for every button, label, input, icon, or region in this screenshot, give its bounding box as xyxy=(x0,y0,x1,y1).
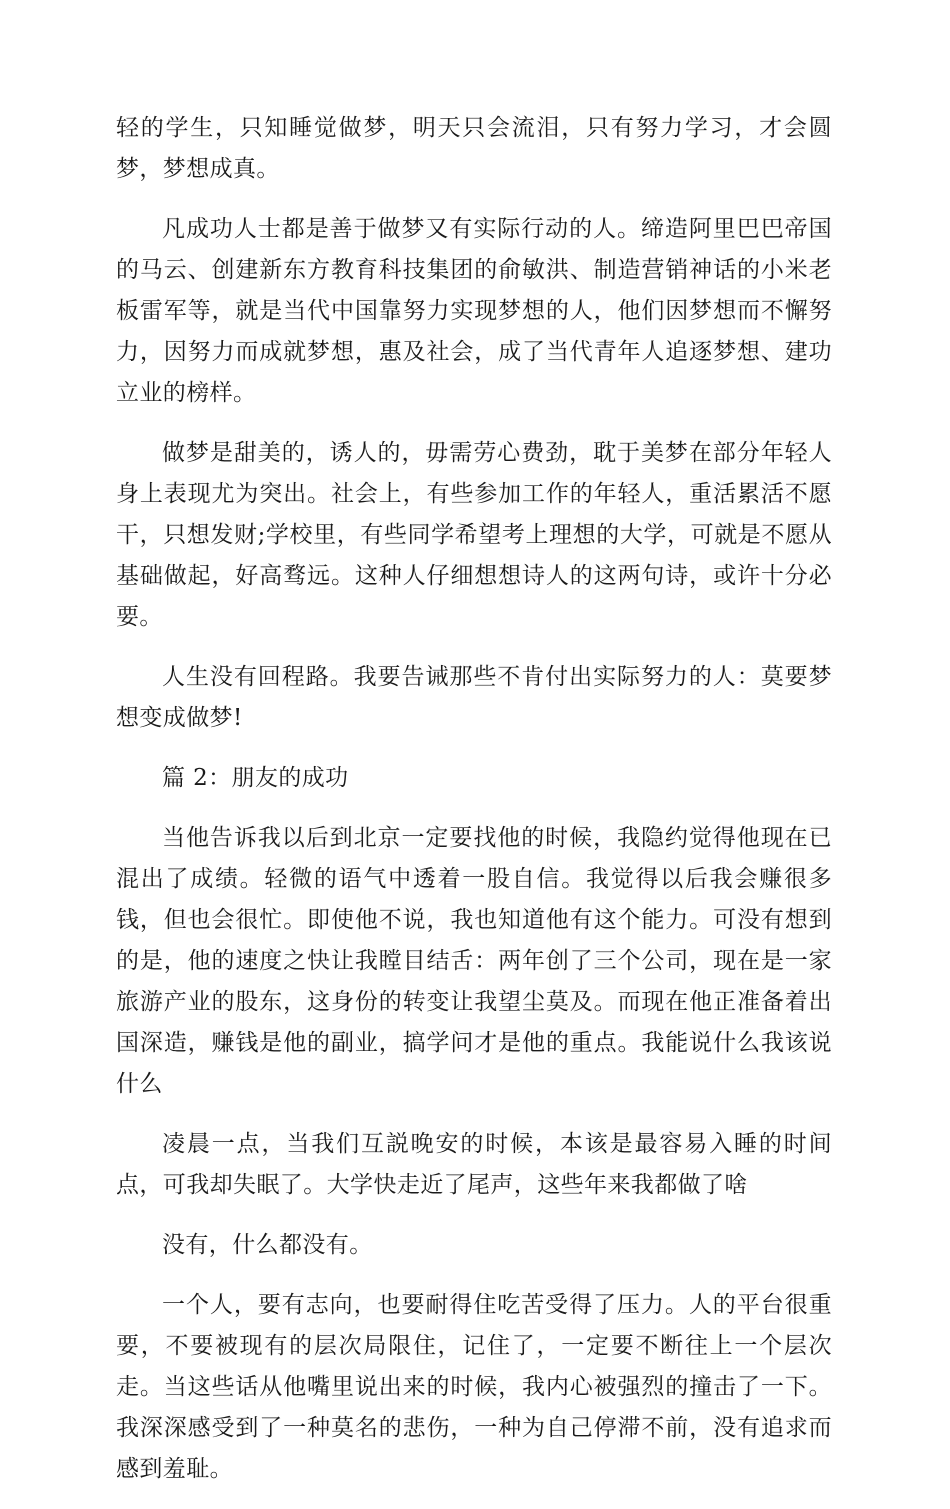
paragraph: 当他告诉我以后到北京一定要找他的时候，我隐约觉得他现在已混出了成绩。轻微的语气中透着一股自信。我觉得以后我会赚很多钱，但也会很忙。即使他不说，我也知道他有这个能力。可没有想到的是，他的速度之快让我瞠目结舌：两年创了三个公司，现在是一家旅游产业的股东，这身份的转变让我望尘莫及。而现在他正准备着出国深造，赚钱是他的副业，搞学问才是他的重点。我能说什么我该说什么 xyxy=(116,825,832,1097)
paragraph-continued: 轻的学生，只知睡觉做梦，明天只会流泪，只有努力学习，才会圆梦，梦想成真。 xyxy=(116,115,832,182)
paragraph: 人生没有回程路。我要告诫那些不肯付出实际努力的人：莫要梦想变成做梦! xyxy=(116,664,832,731)
paragraph: 一个人，要有志向，也要耐得住吃苦受得了压力。人的平台很重要，不要被现有的层次局限住，记住了，一定要不断往上一个层次走。当这些话从他嘴里说出来的时候，我内心被强烈的撞击了一下。我深深感受到了一种莫名的悲伤，一种为自己停滞不前，没有追求而感到羞耻。 xyxy=(116,1292,832,1482)
paragraph: 做梦是甜美的，诱人的，毋需劳心费劲，耽于美梦在部分年轻人身上表现尤为突出。社会上，有些参加工作的年轻人，重活累活不愿干，只想发财;学校里，有些同学希望考上理想的大学，可就是不愿从基础做起，好高骛远。这种人仔细想想诗人的这两句诗，或许十分必要。 xyxy=(116,440,832,630)
paragraph: 没有，什么都没有。 xyxy=(162,1232,373,1258)
paragraph: 凌晨一点，当我们互説晚安的时候，本该是最容易入睡的时间点，可我却失眠了。大学快走近了尾声，这些年来我都做了啥 xyxy=(116,1131,832,1198)
section-heading: 篇 2：朋友的成功 xyxy=(162,765,349,791)
paragraph: 凡成功人士都是善于做梦又有实际行动的人。缔造阿里巴巴帝国的马云、创建新东方教育科技集团的俞敏洪、制造营销神话的小米老板雷军等，就是当代中国靠努力实现梦想的人，他们因梦想而不懈努力，因努力而成就梦想，惠及社会，成了当代青年人追逐梦想、建功立业的榜样。 xyxy=(116,216,832,406)
document-body xyxy=(116,108,832,1509)
